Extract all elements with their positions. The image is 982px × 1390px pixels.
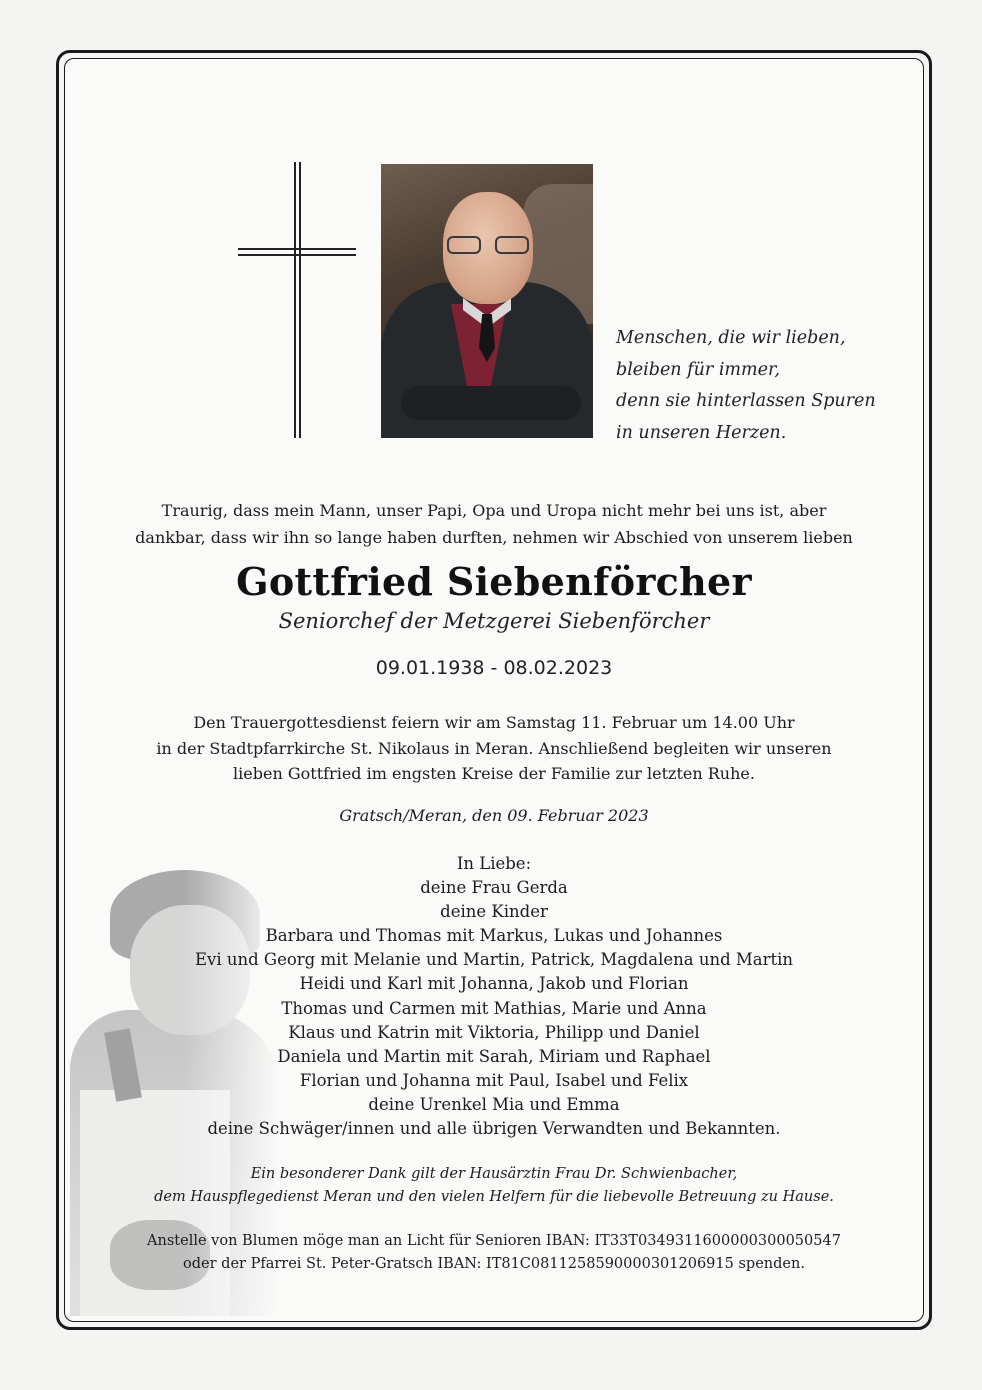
memorial-quote	[616, 323, 906, 449]
portrait-photo	[381, 164, 593, 438]
service-line: in der Stadtpfarrkirche St. Nikolaus in Meran. Anschließend begleiten wir unseren	[156, 738, 832, 758]
mourner-line: Klaus und Katrin mit Viktoria, Philipp und Daniel	[288, 1022, 700, 1042]
intro-line: dankbar, dass wir ihn so lange haben durften, nehmen wir Abschied von unserem lieben	[135, 528, 853, 547]
thanks-line: Ein besonderer Dank gilt der Hausärztin Frau Dr. Schwienbacher,	[250, 1166, 738, 1182]
cross-icon	[238, 162, 356, 438]
service-line: Den Trauergottesdienst feiern wir am Samstag 11. Februar um 14.00 Uhr	[193, 713, 795, 732]
mourner-line: Heidi und Karl mit Johanna, Jakob und Florian	[299, 974, 689, 994]
donation-line: Anstelle von Blumen möge man an Licht für Senioren IBAN: IT33T0349311600000300050547	[147, 1233, 841, 1249]
intro-line: Traurig, dass mein Mann, unser Papi, Opa und Uropa nicht mehr bei uns ist, aber	[161, 501, 827, 520]
mourner-line: deine Frau Gerda	[420, 878, 568, 898]
mourner-line: Barbara und Thomas mit Markus, Lukas und Johannes	[265, 926, 723, 946]
mourner-line: Daniela und Martin mit Sarah, Miriam und Raphael	[277, 1046, 711, 1066]
mourner-line: deine Kinder	[440, 902, 548, 922]
life-dates: 09.01.1938 - 08.02.2023	[375, 657, 613, 679]
quote-line: denn sie hinterlassen Spuren	[616, 391, 876, 411]
intro-text	[64, 497, 924, 551]
thanks-line: dem Hauspflegedienst Meran und den vielen Helfern für die liebevolle Betreuung zu Hause.	[154, 1189, 834, 1205]
mourner-line: Evi und Georg mit Melanie und Martin, Patrick, Magdalena und Martin	[194, 950, 794, 970]
mourners-list	[64, 852, 924, 1141]
deceased-title: Seniorchef der Metzgerei Siebenförcher	[278, 609, 710, 633]
quote-line: Menschen, die wir lieben,	[616, 328, 846, 348]
place-date: Gratsch/Meran, den 09. Februar 2023	[339, 806, 649, 825]
service-line: lieben Gottfried im engsten Kreise der Familie zur letzten Ruhe.	[233, 764, 755, 783]
donation-text	[64, 1230, 924, 1275]
thanks-text	[64, 1163, 924, 1209]
mourner-line: Florian und Johanna mit Paul, Isabel und Felix	[299, 1070, 689, 1090]
mourner-line: deine Urenkel Mia und Emma	[368, 1094, 620, 1114]
deceased-name: Gottfried Siebenförcher	[236, 559, 752, 604]
quote-line: in unseren Herzen.	[616, 422, 787, 443]
mourner-line: deine Schwäger/innen und alle übrigen Verwandten und Bekannten.	[207, 1119, 781, 1139]
donation-line: oder der Pfarrei St. Peter-Gratsch IBAN: IT81C0811258590000301206915 spenden.	[183, 1255, 805, 1272]
mourner-line: Thomas und Carmen mit Mathias, Marie und Anna	[281, 998, 707, 1018]
mourner-line: In Liebe:	[456, 854, 532, 873]
quote-line: bleiben für immer,	[616, 359, 780, 380]
service-info	[64, 710, 924, 787]
